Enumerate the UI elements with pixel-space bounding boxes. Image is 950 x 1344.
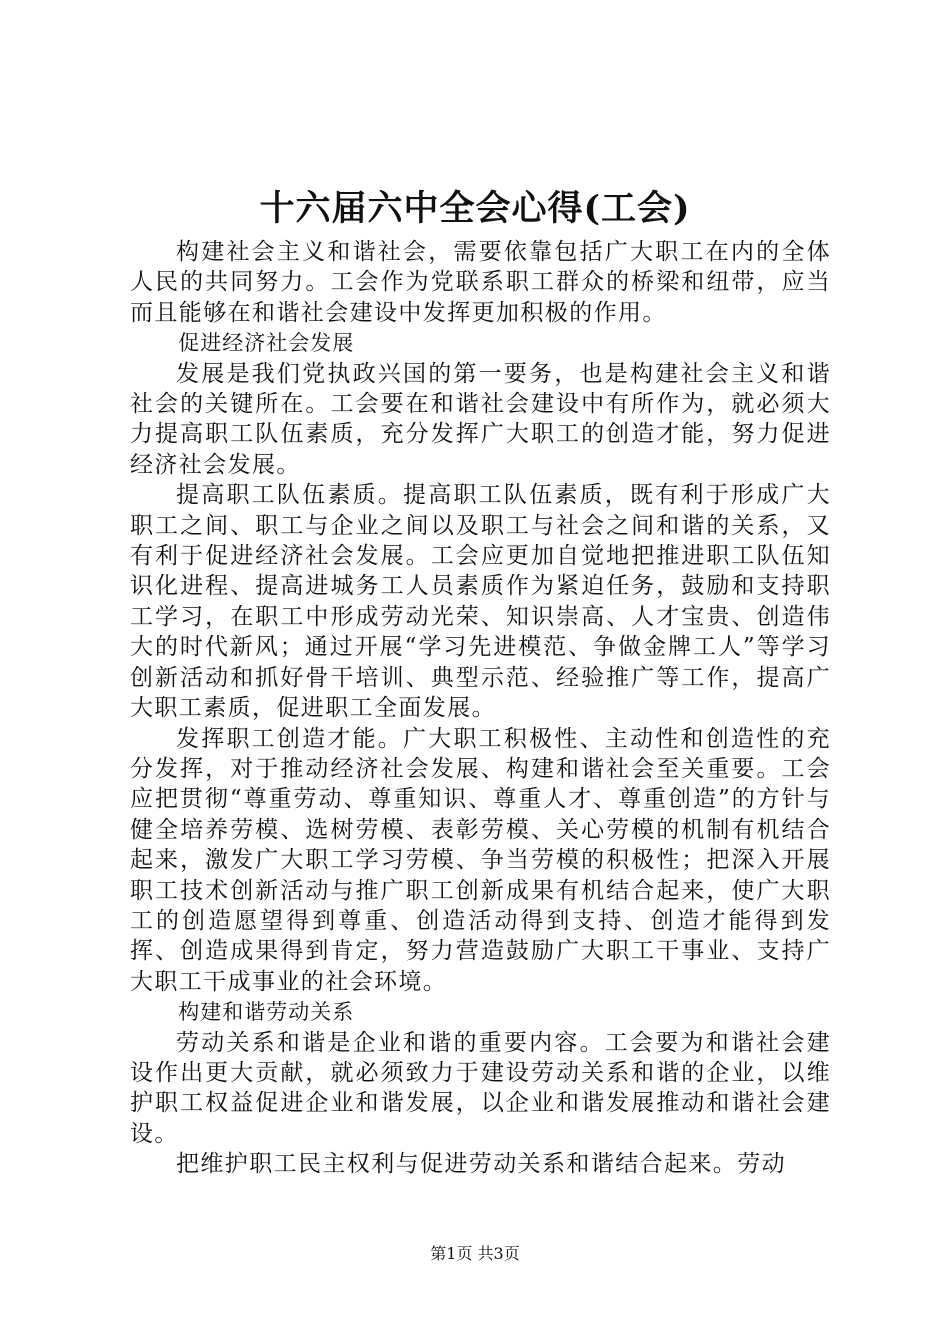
page-title: 十六届六中全会心得(工会) [259, 188, 691, 229]
section-heading: 构建和谐劳动关系 [178, 1000, 355, 1025]
section-heading: 促进经济社会发展 [178, 331, 355, 356]
paragraph: 发挥职工创造才能。广大职工积极性、主动性和创造性的充分发挥，对于推动经济社会发展、构建和谐社会至关重要。工会应把贯彻“尊重劳动、尊重知识、尊重人才、尊重创造”的方针与健全培养劳模、选树劳模、表彰劳模、关心劳模的机制有机结合起来，激发广大职工学习劳模、争当劳模的积极性；把深入开展职工技术创新活动与推广职工创新成果有机结合起来，使广大职工的创造愿望得到尊重、创造活动得到支持、创造才能得到发挥、创造成果得到肯定，努力营造鼓励广大职工干事业、支持广大职工干成事业的社会环境。 [130, 725, 831, 995]
paragraph: 把维护职工民主权利与促进劳动关系和谐结合起来。劳动 [176, 1151, 786, 1178]
paragraph: 发展是我们党执政兴国的第一要务，也是构建社会主义和谐社会的关键所在。工会要在和谐社会建设中有所作为，就必须大力提高职工队伍素质，充分发挥广大职工的创造才能，努力促进经济社会发展。 [130, 360, 831, 478]
document-body [130, 237, 831, 1180]
page-number-footer: 第1页 共3页 [430, 1244, 520, 1263]
paragraph: 提高职工队伍素质。提高职工队伍素质，既有利于形成广大职工之间、职工与企业之间以及职工与社会之间和谐的关系，又有利于促进经济社会发展。工会应更加自觉地把推进职工队伍知识化进程、提高进城务工人员素质作为紧迫任务，鼓励和支持职工学习，在职工中形成劳动光荣、知识崇高、人才宝贵、创造伟大的时代新风；通过开展“学习先进模范、争做金牌工人”等学习创新活动和抓好骨干培训、典型示范、经验推广等工作，提高广大职工素质，促进职工全面发展。 [130, 482, 831, 722]
paragraph: 劳动关系和谐是企业和谐的重要内容。工会要为和谐社会建设作出更大贡献，就必须致力于建设劳动关系和谐的企业，以维护职工权益促进企业和谐发展，以企业和谐发展推动和谐社会建设。 [130, 1029, 831, 1147]
paragraph: 构建社会主义和谐社会，需要依靠包括广大职工在内的全体人民的共同努力。工会作为党联系职工群众的桥梁和纽带，应当而且能够在和谐社会建设中发挥更加积极的作用。 [130, 239, 831, 326]
